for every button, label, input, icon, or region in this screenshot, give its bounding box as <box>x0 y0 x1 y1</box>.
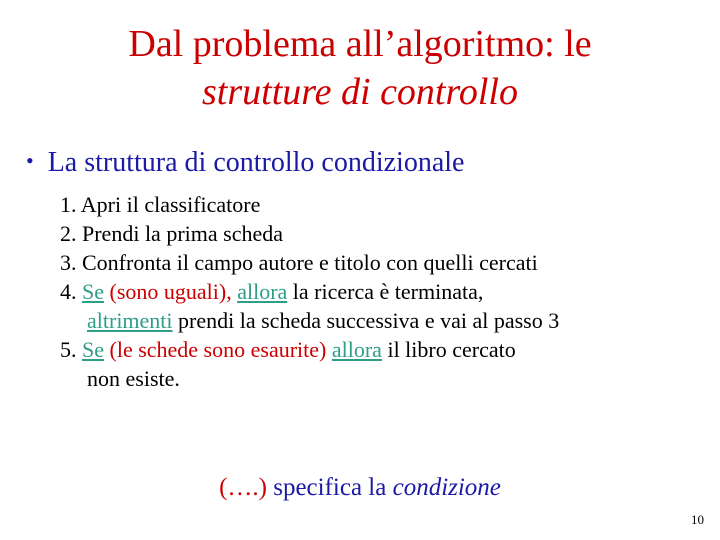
step-4-rest: la ricerca è terminata, <box>287 279 484 304</box>
step-5 <box>60 335 559 364</box>
step-4-keyword-se: Se <box>82 279 104 304</box>
step-5-keyword-se: Se <box>82 337 104 362</box>
bullet-item <box>26 143 464 181</box>
step-1: 1. Apri il classificatore <box>60 192 261 217</box>
step-5-number: 5. <box>60 337 82 362</box>
bullet-marker: • <box>26 148 34 173</box>
condition-word: condizione <box>392 474 501 501</box>
step-4-continuation <box>60 306 559 335</box>
page-number: 10 <box>691 512 704 527</box>
step-5-condition: (le schede sono esaurite) <box>104 337 332 362</box>
steps-list <box>60 190 559 393</box>
step-4-number: 4. <box>60 279 82 304</box>
slide-title <box>0 20 720 116</box>
step-3: 3. Confronta il campo autore e titolo con quelli cercati <box>60 250 538 275</box>
step-5-keyword-allora: allora <box>331 337 382 362</box>
condition-note <box>0 474 720 502</box>
bullet-text: La struttura di controllo condizionale <box>47 147 465 178</box>
step-2: 2. Prendi la prima scheda <box>60 221 283 246</box>
step-5-rest: il libro cercato <box>381 337 516 362</box>
step-4-keyword-altrimenti: altrimenti <box>87 308 173 333</box>
condition-paren: (….) <box>219 474 267 501</box>
step-4-condition: (sono uguali), <box>104 279 238 304</box>
step-4 <box>60 277 559 306</box>
title-line-1: Dal problema all’algoritmo: le <box>128 23 592 65</box>
condition-text: specifica la <box>266 474 393 501</box>
title-line-2: strutture di controllo <box>202 71 518 113</box>
step-4-rest-2: prendi la scheda successiva e vai al passo 3 <box>172 308 560 333</box>
step-4-keyword-allora: allora <box>237 279 288 304</box>
step-5-continuation: non esiste. <box>87 366 180 391</box>
